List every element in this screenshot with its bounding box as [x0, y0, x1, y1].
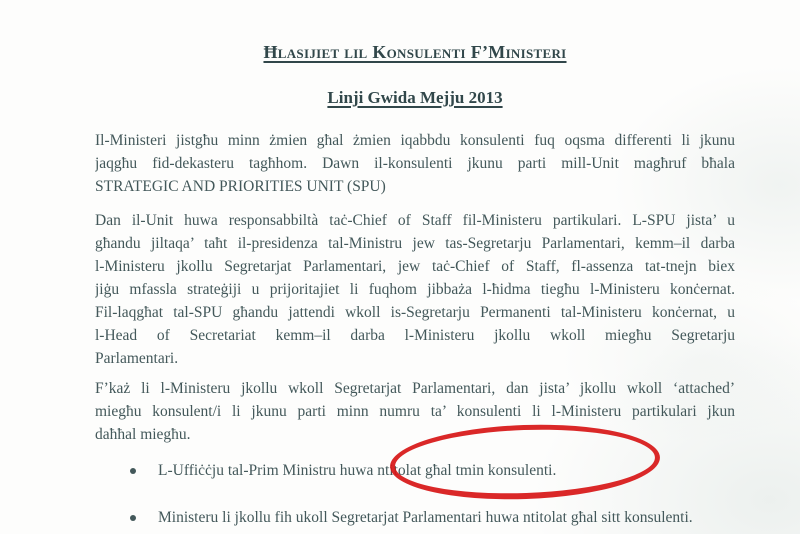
bullet-item-prime-minister	[95, 459, 735, 482]
text-line: l-Ministeru jkollu Segretarjat Parlamentari, jew taċ-Chief of Staff, fl-assenza tat-tnejn biex	[95, 258, 735, 275]
text-line: Fil-laqgħat tal-SPU għandu jattendi wkoll is-Segretarju Permanenti tal-Ministeru konċernat, u	[95, 304, 735, 321]
bullet-item-ministry	[95, 506, 735, 529]
bullet-list	[95, 459, 735, 529]
text-line: F’każ li l-Ministeru jkollu wkoll Segretarjat Parlamentari, dan jista’ jkollu wkoll ‘attached’	[95, 380, 735, 397]
text-line: Parlamentari.	[95, 350, 179, 367]
text-line: daħħal miegħu.	[95, 426, 191, 443]
paragraph-attached-consultants	[95, 377, 735, 446]
bullet-dot-icon	[130, 468, 136, 474]
bullet-text: L-Uffiċċju tal-Prim Ministru huwa ntitolat għal tmin konsulenti.	[158, 462, 557, 479]
text-line: Dan il-Unit huwa responsabbiltà taċ-Chief of Staff fil-Ministeru partikulari. L-SPU jista’ u	[95, 212, 735, 229]
text-line: għandu jiltaqa’ taħt il-presidenza tal-Ministru jew tas-Segretarju Parlamentari, kemm–il darba	[95, 235, 735, 252]
document-subtitle: Linji Gwida Mejju 2013	[327, 88, 503, 107]
text-line: l-Head of Secretariat kemm–il darba l-Ministeru jkollu wkoll miegħu Segretarju	[95, 327, 735, 344]
bullet-text: Ministeru li jkollu fih ukoll Segretarjat Parlamentari huwa ntitolat għal sitt konsulenti.	[158, 509, 693, 526]
text-line: jaqgħu fid-dekasteru tagħhom. Dawn il-konsulenti jkunu parti mill-Unit magħruf bħala	[95, 155, 735, 172]
document-title: Ħlasijiet lil Konsulenti F’Ministeri	[263, 42, 567, 62]
bullet-dot-icon	[130, 515, 136, 521]
text-line: miegħu konsulent/i li jkunu parti minn numru ta’ konsulenti li l-Ministeru partikulari jkun	[95, 403, 735, 420]
paragraph-intro	[95, 129, 735, 198]
text-line: jiġu mfassla strateġiji u prijoritajiet li fuqhom jibbaża l-ħidma tiegħu l-Ministeru konċernat.	[95, 281, 735, 298]
paragraph-spu-responsibility	[95, 209, 735, 370]
text-line: STRATEGIC AND PRIORITIES UNIT (SPU)	[95, 178, 386, 195]
text-line: Il-Ministeri jistgħu minn żmien għal żmien iqabbdu konsulenti fuq oqsma differenti li jkunu	[95, 132, 735, 149]
